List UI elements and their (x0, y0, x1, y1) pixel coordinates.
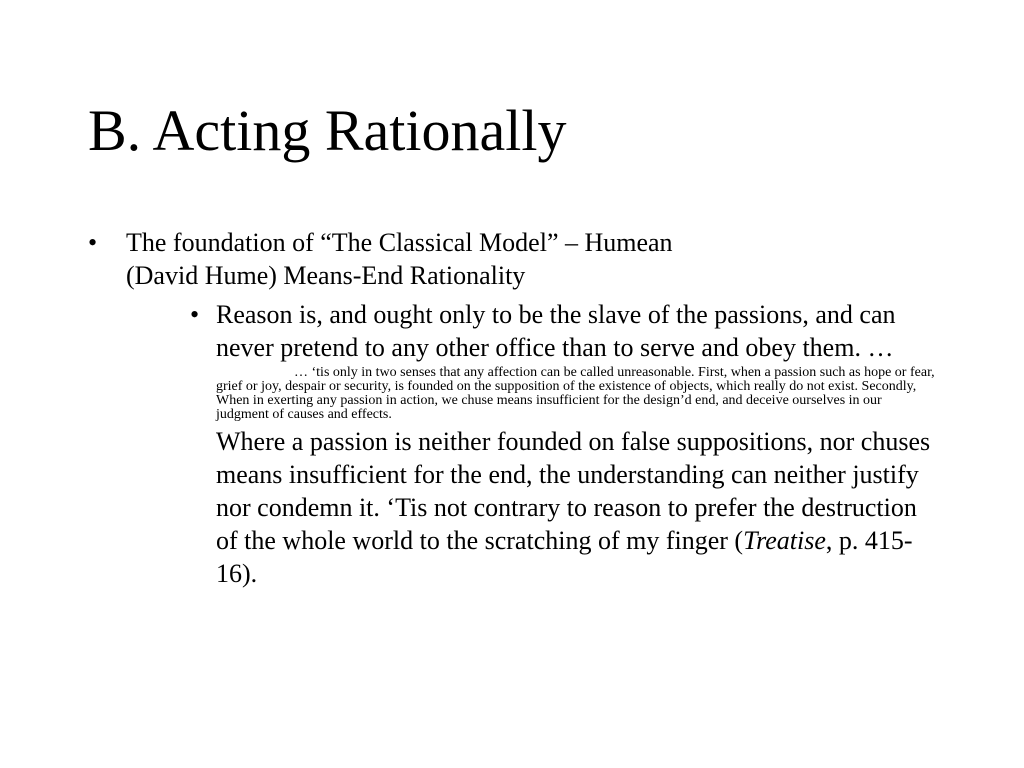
citation-title: Treatise (743, 526, 826, 555)
quote-small-text: … ‘tis only in two senses that any affection can be called unreasonable. First, when a passion such as hope or fear, grief or joy, despair or security, is founded on the supposition of the existence of objects, which really do not exist. Secondly, When in exerting any passion in action, we chuse means insufficient for the design’d end, and deceive ourselves in our judgment of causes and effects. (216, 365, 935, 422)
bullet-marker: • (88, 228, 98, 257)
hume-quote (216, 298, 936, 590)
quote-continuation-text: Where a passion is neither founded on false suppositions, nor chuses means insufficient for the end, the understanding can neither justify nor condemn it. ‘Tis not contrary to reason to prefer the destruction of the whole world to the scratching of my finger ( (216, 427, 931, 555)
bullet-marker: • (190, 300, 200, 329)
bullet-level1-line1: The foundation of “The Classical Model” – Humean (126, 228, 673, 257)
citation-pages: , p. 415-16). (216, 526, 913, 588)
quote-main-text: Reason is, and ought only to be the slave of the passions, and can never pretend to any other office than to serve and obey them. … (216, 300, 896, 362)
quote-continuation (216, 425, 936, 590)
bullet-level1-text (126, 226, 866, 292)
bullet-level1-line2: (David Hume) Means-End Rationality (126, 261, 526, 290)
slide-title: B. Acting Rationally (88, 98, 567, 163)
